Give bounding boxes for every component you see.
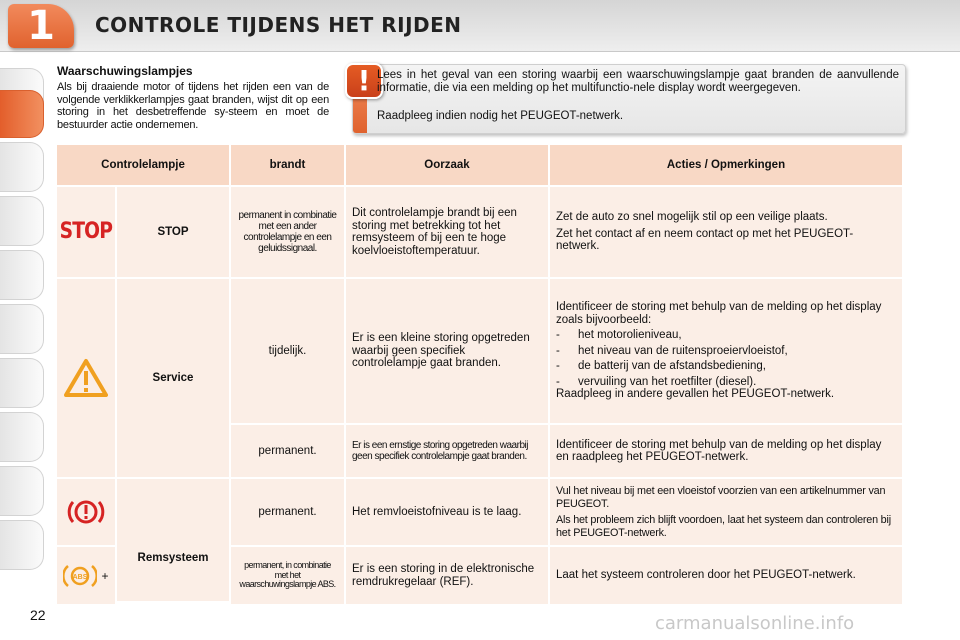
acties-list bbox=[556, 326, 896, 388]
brake-warning-icon bbox=[66, 496, 106, 528]
warning-lights-table bbox=[57, 145, 904, 606]
list-item: - vervuiling van het roetfilter (diesel). bbox=[556, 375, 757, 388]
acties-text: Vul het niveau bij met een vloeistof voorzien van een artikelnummer van PEUGEOT. bbox=[556, 485, 886, 510]
acties-cell bbox=[550, 479, 904, 547]
acties-cell: Laat het systeem controleren door het PEUGEOT-netwerk. bbox=[550, 547, 904, 606]
stop-warning-icon: STOP bbox=[59, 219, 113, 244]
plus-sign: + bbox=[101, 568, 109, 583]
brandt-cell: permanent. bbox=[231, 425, 346, 479]
watermark: carmanualsonline.info bbox=[655, 613, 855, 634]
side-tab[interactable] bbox=[0, 520, 44, 570]
list-item: - de batterij van de afstandsbediening, bbox=[556, 360, 766, 373]
side-tab[interactable] bbox=[0, 466, 44, 516]
table-row bbox=[57, 547, 117, 606]
side-tab[interactable] bbox=[0, 142, 44, 192]
side-tab[interactable] bbox=[0, 196, 44, 246]
intro-text: Als bij draaiende motor of tijdens het rijden een van de volgende verklikkerlampjes gaat branden, wijst dit op een storing in het desbetreffende sy-steem en moet de bestuurder actie ondernemen. bbox=[57, 81, 329, 131]
table-header: brandt bbox=[231, 145, 346, 187]
intro-heading: Waarschuwingslampjes bbox=[57, 64, 193, 78]
acties-cell bbox=[550, 279, 904, 425]
oorzaak-cell: Er is een ernstige storing opgetreden waarbij geen specifiek controlelampje gaat branden. bbox=[346, 425, 550, 479]
oorzaak-cell: Er is een kleine storing opgetreden waarbij geen specifiek controlelampje gaat branden. bbox=[346, 279, 550, 425]
notice-box bbox=[352, 64, 906, 134]
lamp-name: Remsysteem bbox=[117, 479, 231, 603]
abs-combo bbox=[63, 563, 108, 589]
side-tab-active[interactable] bbox=[0, 90, 44, 138]
brandt-cell: permanent in combinatie met een ander controlelampje en een geluidssignaal. bbox=[231, 187, 346, 279]
lamp-name: STOP bbox=[117, 187, 231, 279]
page-title: CONTROLE TIJDENS HET RIJDEN bbox=[95, 13, 462, 37]
exclamation-icon: ! bbox=[345, 63, 383, 99]
acties-text: Als het probleem zich blijft voordoen, laat het systeem dan controleren bij het PEUGEOT-netwerk. bbox=[556, 514, 891, 539]
abs-warning-icon bbox=[63, 563, 97, 589]
table-row bbox=[57, 479, 117, 547]
side-tab[interactable] bbox=[0, 304, 44, 354]
table-row bbox=[57, 279, 117, 479]
header-bar bbox=[0, 0, 960, 52]
brandt-cell: permanent, in combinatie met het waarschuwingslampje ABS. bbox=[231, 547, 346, 606]
table-header: Controlelampje bbox=[57, 145, 231, 187]
acties-text: Zet de auto zo snel mogelijk stil op een veilige plaats. bbox=[556, 211, 828, 224]
page-number: 22 bbox=[30, 607, 46, 623]
lamp-name: Service bbox=[117, 279, 231, 479]
side-tab[interactable] bbox=[0, 250, 44, 300]
acties-text: Raadpleeg in andere gevallen het PEUGEOT-netwerk. bbox=[556, 388, 835, 401]
side-tab[interactable] bbox=[0, 412, 44, 462]
side-tab[interactable] bbox=[0, 358, 44, 408]
warning-triangle-icon bbox=[64, 358, 108, 398]
oorzaak-cell: Het remvloeistofniveau is te laag. bbox=[346, 479, 550, 547]
acties-cell bbox=[550, 187, 904, 279]
svg-text:ABS: ABS bbox=[73, 573, 88, 581]
table-row bbox=[57, 187, 117, 279]
chapter-number: 1 bbox=[27, 3, 55, 49]
chapter-tab bbox=[8, 4, 74, 48]
table-header: Oorzaak bbox=[346, 145, 550, 187]
notice-paragraph: Lees in het geval van een storing waarbij een waarschuwingslampje gaat branden de aanvullende informatie, die via een melding op het multifunctio-nele display wordt weergegeven. bbox=[377, 69, 899, 94]
brandt-cell: tijdelijk. bbox=[231, 279, 346, 425]
oorzaak-cell: Dit controlelampje brandt bij een storing met betrekking tot het remsysteem of bij een te hoge koelvloeistoftemperatuur. bbox=[346, 187, 550, 279]
table-header: Acties / Opmerkingen bbox=[550, 145, 904, 187]
acties-text: Identificeer de storing met behulp van de melding op het display zoals bijvoorbeeld: bbox=[556, 301, 882, 326]
brandt-cell: permanent. bbox=[231, 479, 346, 547]
list-item: - het motorolieniveau, bbox=[556, 329, 682, 342]
notice-paragraph: Raadpleeg indien nodig het PEUGEOT-netwerk. bbox=[377, 110, 624, 122]
list-item: - het niveau van de ruitensproeiervloeistof, bbox=[556, 344, 788, 357]
oorzaak-cell: Er is een storing in de elektronische remdrukregelaar (REF). bbox=[346, 547, 550, 606]
acties-text: Zet het contact af en neem contact op met het PEUGEOT-netwerk. bbox=[556, 227, 854, 253]
acties-cell: Identificeer de storing met behulp van de melding op het display en raadpleeg het PEUGEOT-netwerk. bbox=[550, 425, 904, 479]
